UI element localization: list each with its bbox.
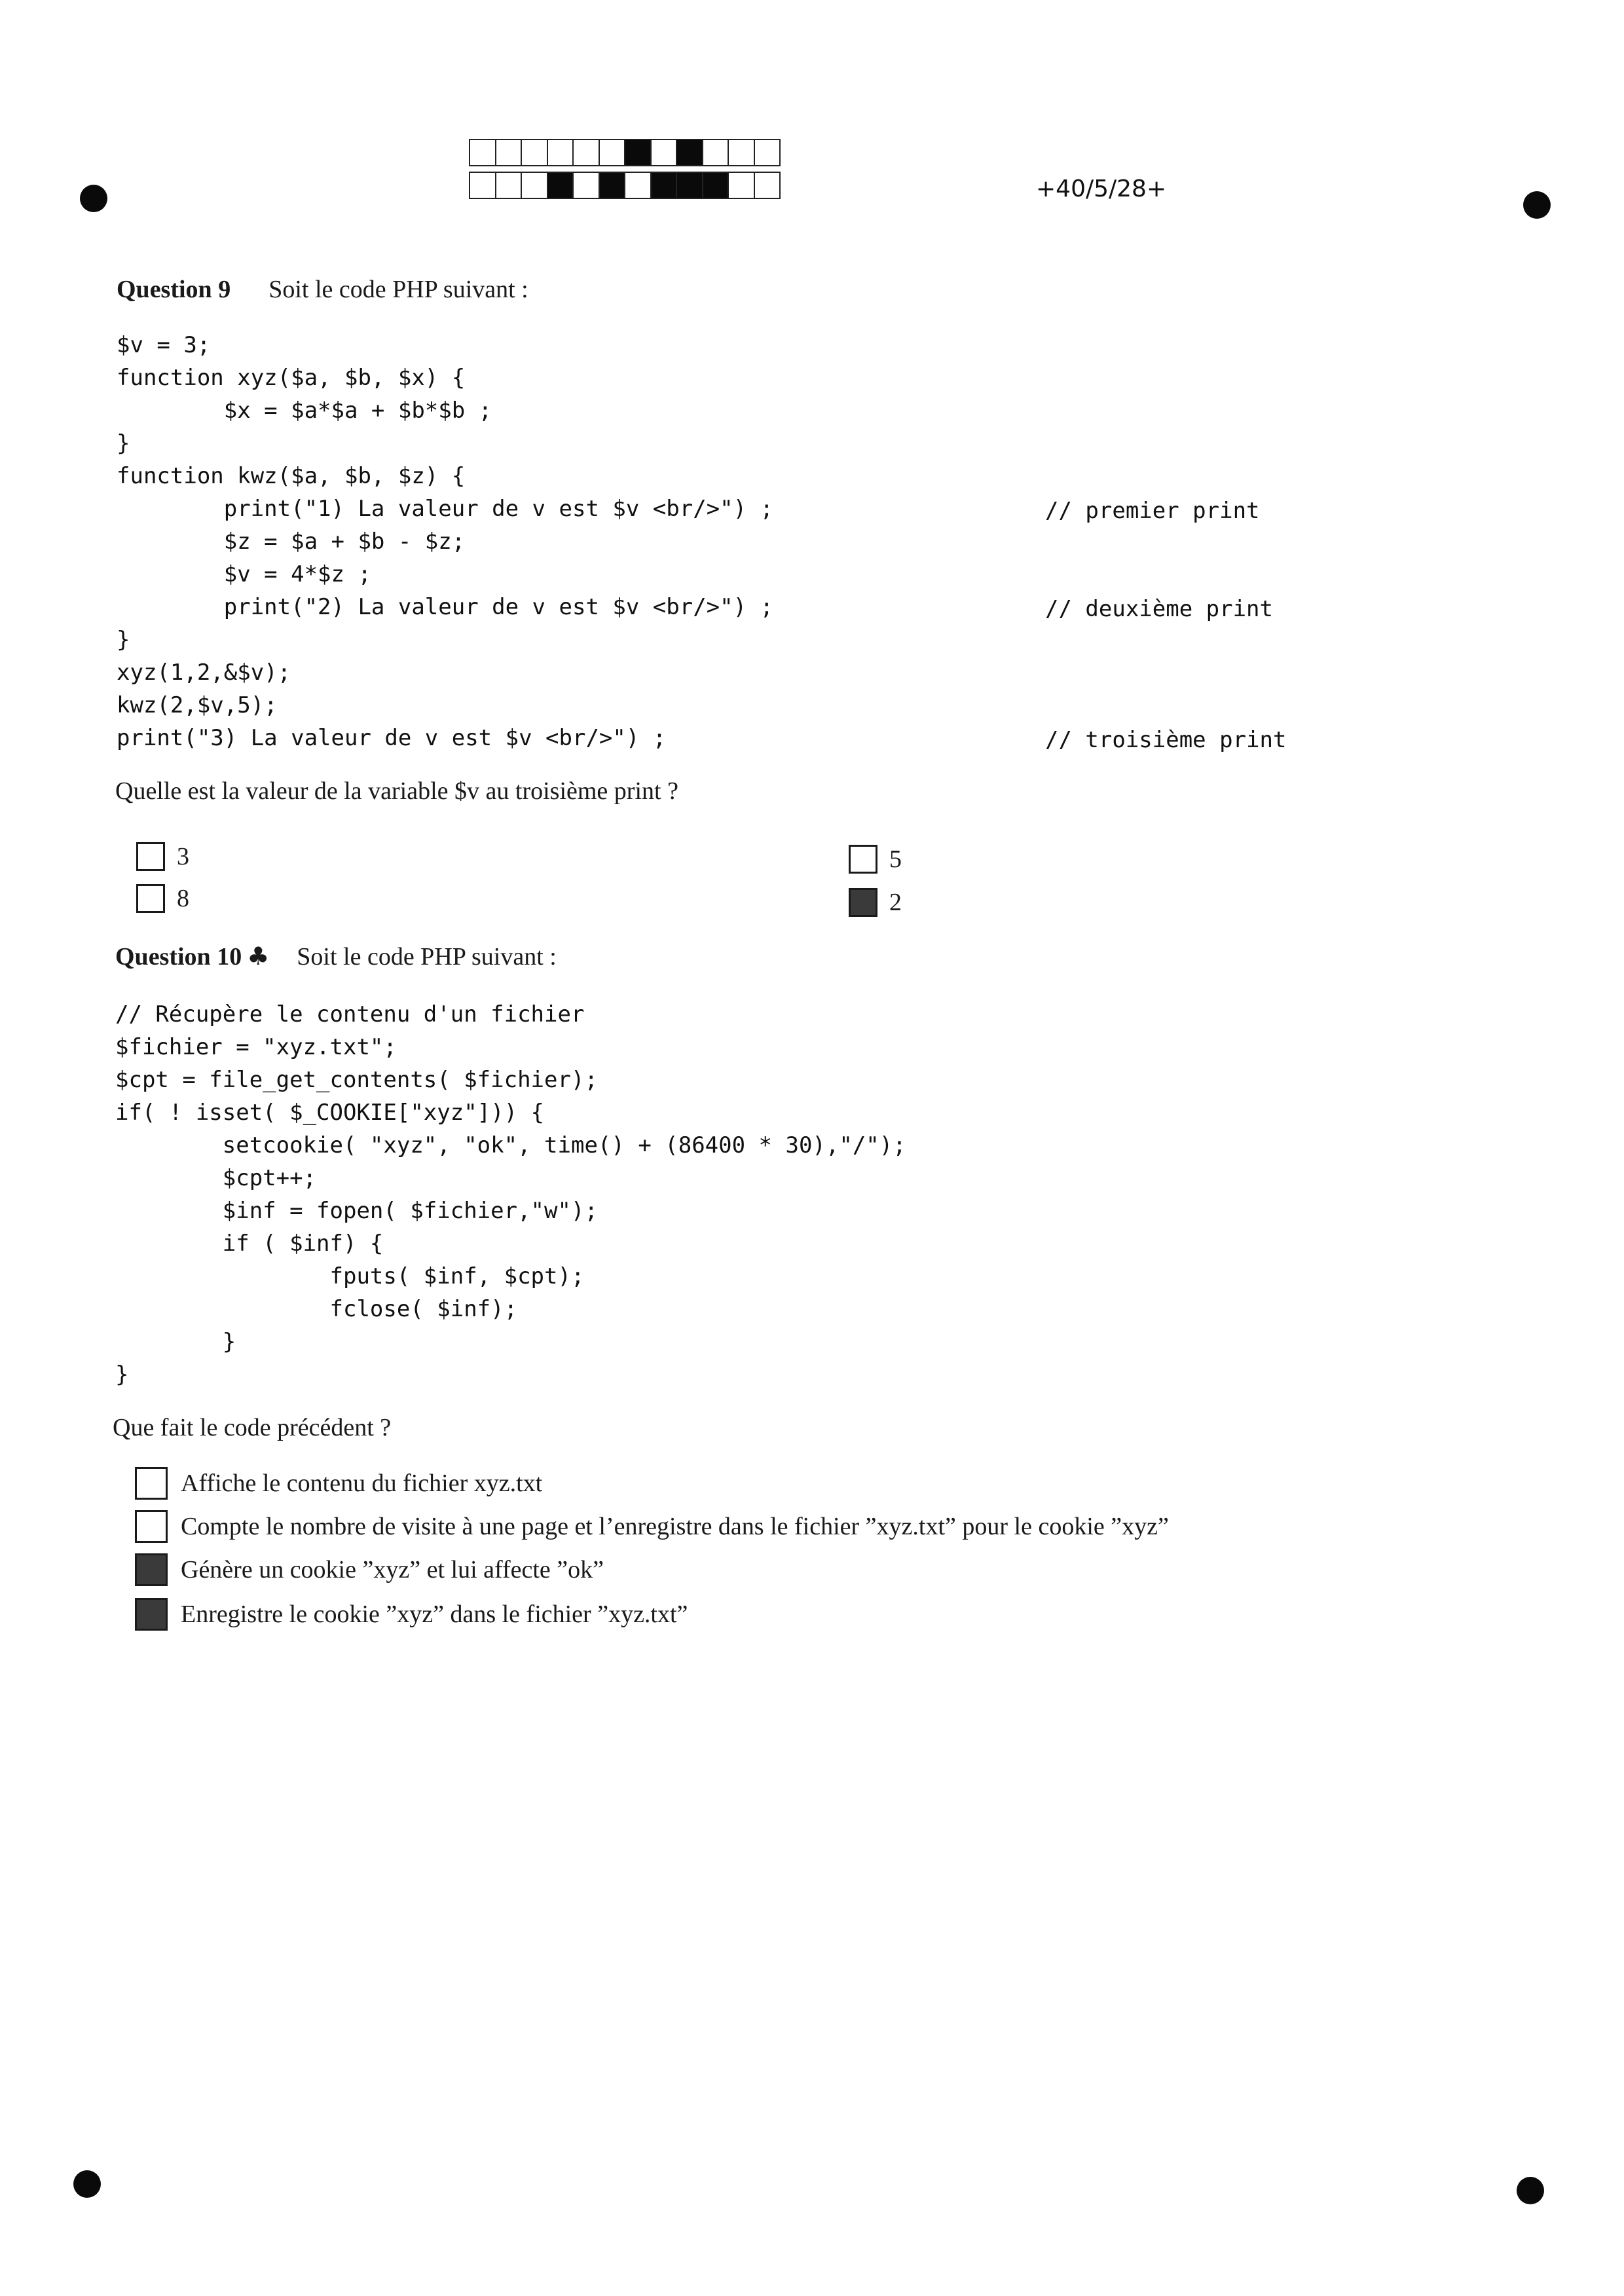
barcode-cell — [470, 173, 496, 198]
question-9-prompt: Quelle est la valeur de la variable $v au troisième print ? — [115, 777, 678, 805]
code-line: print("3) La valeur de v est $v <br/>") ; — [117, 725, 667, 751]
barcode-cell — [548, 173, 574, 198]
code-line: $v = 4*$z ; — [117, 561, 371, 587]
checkbox[interactable] — [136, 884, 165, 913]
question-10-choice-affiche[interactable] — [135, 1467, 542, 1500]
code-line: $cpt = file_get_contents( $fichier); — [115, 1067, 598, 1093]
question-9-choice-3[interactable] — [136, 842, 189, 871]
question-9-choice-5[interactable] — [849, 845, 902, 874]
choice-label: Affiche le contenu du fichier xyz.txt — [181, 1470, 543, 1497]
choice-label: Compte le nombre de visite à une page et l’enregistre dans le fichier ”xyz.txt” pour le cookie ”xyz” — [181, 1513, 1169, 1540]
barcode-cell — [548, 140, 574, 165]
choice-label: 5 — [889, 845, 902, 873]
code-line: $cpt++; — [115, 1165, 317, 1191]
registration-mark-bottom-left — [73, 2170, 101, 2198]
barcode-cell — [729, 140, 755, 165]
question-10-code — [115, 998, 906, 1391]
code-line: // Récupère le contenu d'un fichier — [115, 1001, 585, 1028]
question-10-choice-compte[interactable] — [135, 1510, 1169, 1543]
code-line: $z = $a + $b - $z; — [117, 528, 466, 555]
barcode-cell — [625, 140, 652, 165]
code-line: } — [117, 430, 130, 456]
code-line: $x = $a*$a + $b*$b ; — [117, 398, 492, 424]
code-line: $inf = fopen( $fichier,"w"); — [115, 1198, 598, 1224]
barcode-cell — [600, 140, 626, 165]
choice-label: 8 — [177, 885, 189, 912]
question-9-header — [117, 275, 528, 304]
code-line: } — [115, 1329, 236, 1355]
question-10-label: Question 10 — [115, 943, 242, 971]
barcode-cell — [652, 140, 678, 165]
club-icon: ♣ — [247, 942, 270, 971]
barcode-cell — [729, 173, 755, 198]
barcode-cell — [574, 173, 600, 198]
choice-label: 3 — [177, 843, 189, 870]
question-9-choice-2[interactable] — [849, 888, 902, 917]
barcode-cell — [677, 173, 703, 198]
code-line: $fichier = "xyz.txt"; — [115, 1034, 397, 1060]
barcode-cell — [755, 173, 780, 198]
question-9-intro: Soit le code PHP suivant : — [268, 276, 528, 303]
checkbox[interactable] — [135, 1510, 168, 1543]
barcode-cell — [522, 173, 548, 198]
barcode-cell — [600, 173, 626, 198]
checkbox[interactable] — [135, 1553, 168, 1586]
barcode-cell — [496, 140, 523, 165]
barcode-row-1 — [469, 139, 781, 166]
barcode-cell — [703, 173, 729, 198]
question-10-choice-genere[interactable] — [135, 1553, 604, 1586]
comment-third-print: // troisième print — [1045, 727, 1287, 753]
barcode-cell — [755, 140, 780, 165]
question-9-label: Question 9 — [117, 276, 231, 303]
barcode-cell — [625, 173, 652, 198]
question-10-prompt: Que fait le code précédent ? — [113, 1414, 392, 1441]
code-line: if ( $inf) { — [115, 1231, 384, 1257]
checkbox[interactable] — [135, 1467, 168, 1500]
question-10-header — [115, 942, 557, 971]
page-id: +40/5/28+ — [1036, 176, 1167, 202]
barcode-cell — [470, 140, 496, 165]
code-line: print("2) La valeur de v est $v <br/>") ; — [117, 594, 774, 620]
barcode-cell — [652, 173, 678, 198]
code-line: if( ! isset( $_COOKIE["xyz"])) { — [115, 1100, 545, 1126]
code-line: kwz(2,$v,5); — [117, 692, 278, 718]
question-10-intro: Soit le code PHP suivant : — [297, 943, 557, 971]
code-line: } — [115, 1361, 129, 1388]
code-line: function kwz($a, $b, $z) { — [117, 463, 466, 489]
barcode-cell — [522, 140, 548, 165]
code-line: fclose( $inf); — [115, 1296, 518, 1322]
barcode-cell — [574, 140, 600, 165]
registration-mark-top-left — [80, 185, 107, 212]
choice-label: 2 — [889, 889, 902, 916]
barcode-cell — [496, 173, 523, 198]
registration-mark-top-right — [1523, 191, 1551, 219]
choice-label: Génère un cookie ”xyz” et lui affecte ”ok” — [181, 1556, 604, 1583]
checkbox[interactable] — [849, 845, 877, 874]
code-line: xyz(1,2,&$v); — [117, 659, 291, 686]
barcode-cell — [677, 140, 703, 165]
checkbox[interactable] — [136, 842, 165, 871]
comment-second-print: // deuxième print — [1045, 596, 1273, 622]
question-9-code — [117, 329, 773, 754]
registration-mark-bottom-right — [1517, 2177, 1544, 2204]
choice-label: Enregistre le cookie ”xyz” dans le fichier ”xyz.txt” — [181, 1601, 688, 1628]
barcode-cell — [703, 140, 729, 165]
code-line: setcookie( "xyz", "ok", time() + (86400 * 30),"/"); — [115, 1132, 906, 1158]
comment-first-print: // premier print — [1045, 498, 1260, 524]
checkbox[interactable] — [135, 1598, 168, 1631]
code-line: } — [117, 627, 130, 653]
barcode-row-2 — [469, 172, 781, 199]
code-line: fputs( $inf, $cpt); — [115, 1263, 585, 1289]
question-9-choice-8[interactable] — [136, 884, 189, 913]
code-line: $v = 3; — [117, 332, 211, 358]
code-line: function xyz($a, $b, $x) { — [117, 365, 466, 391]
question-10-choice-enregistre[interactable] — [135, 1598, 688, 1631]
checkbox[interactable] — [849, 888, 877, 917]
code-line: print("1) La valeur de v est $v <br/>") ; — [117, 496, 774, 522]
